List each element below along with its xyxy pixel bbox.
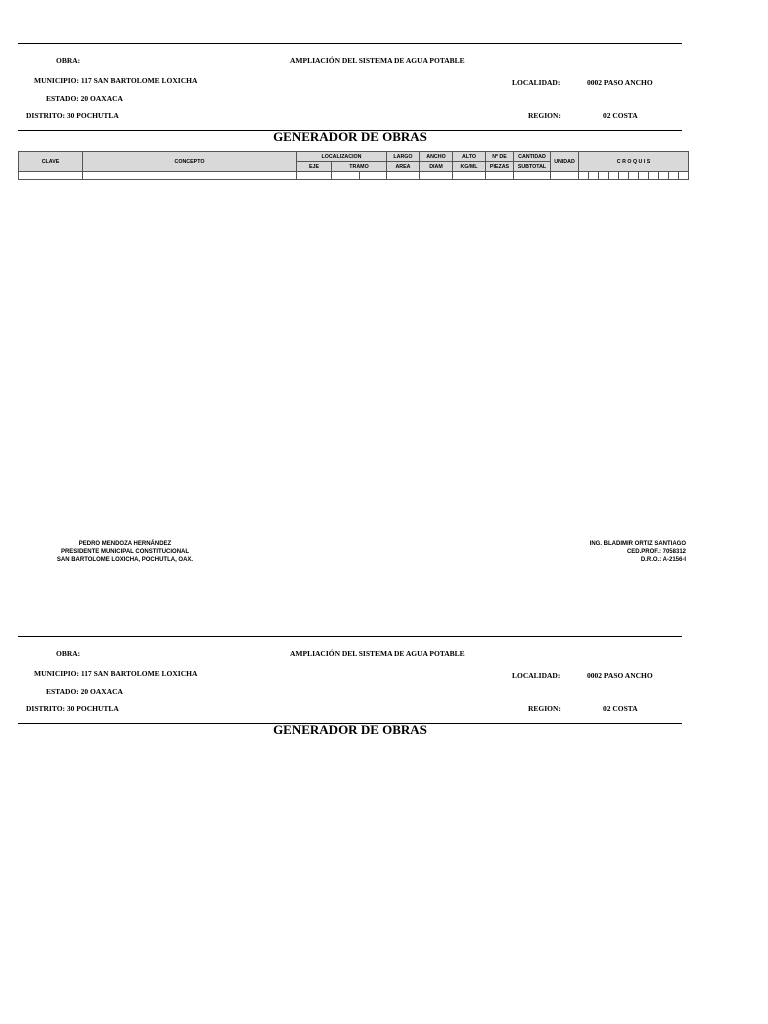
signature-left	[10, 540, 240, 564]
obra-value: AMPLIACIÓN DEL SISTEMA DE AGUA POTABLE	[290, 649, 465, 658]
distrito: DISTRITO: 30 POCHUTLA	[26, 111, 119, 120]
page-title: GENERADOR DE OBRAS	[273, 722, 427, 737]
header-kgml: KG/ML	[453, 162, 486, 172]
signer-title: PRESIDENTE MUNICIPAL CONSTITUCIONAL	[60, 549, 190, 555]
localidad-value: 0002 PASO ANCHO	[587, 78, 653, 87]
tramo-cell	[332, 172, 360, 180]
region-label: REGION:	[528, 111, 561, 120]
signature-right	[520, 540, 686, 564]
ancho-cell	[420, 172, 453, 180]
localidad-label: LOCALIDAD:	[512, 78, 561, 87]
header-croquis: C R O Q U I S	[579, 152, 689, 172]
header-diam: DIAM	[420, 162, 453, 172]
croquis-cell	[619, 172, 629, 180]
largo-cell	[387, 172, 420, 180]
header-eje: EJE	[297, 162, 332, 172]
obra-label: OBRA:	[56, 56, 81, 65]
header-area: AREA	[387, 162, 420, 172]
sheet-header	[18, 636, 682, 724]
sheet-header	[18, 43, 682, 131]
municipio: MUNICIPIO: 117 SAN BARTOLOME LOXICHA	[34, 669, 198, 678]
table-header-row	[19, 152, 689, 162]
croquis-cell	[579, 172, 589, 180]
distrito: DISTRITO: 30 POCHUTLA	[26, 704, 119, 713]
croquis-cell	[679, 172, 689, 180]
header-localizacion: LOCALIZACION	[297, 152, 387, 162]
eje-cell	[297, 172, 332, 180]
header-piezas: PIEZAS	[486, 162, 514, 172]
region-value: 02 COSTA	[603, 111, 638, 120]
header-alto: ALTO	[453, 152, 486, 162]
subtotal-cell	[514, 172, 551, 180]
tramo-cell	[360, 172, 387, 180]
header-cantidad: CANTIDAD	[514, 152, 551, 162]
croquis-cell	[609, 172, 619, 180]
croquis-cell	[659, 172, 669, 180]
generator-table	[18, 151, 689, 180]
clave-cell	[19, 172, 83, 180]
region-value: 02 COSTA	[603, 704, 638, 713]
blank-row	[19, 172, 689, 180]
header-piezas: Nº DE	[486, 152, 514, 162]
engineer-cedula: CED.PROF.: 7058312	[626, 549, 686, 555]
signer-location: SAN BARTOLOME LOXICHA, POCHUTLA, OAX.	[56, 557, 194, 563]
header-largo: LARGO	[387, 152, 420, 162]
header-unidad: UNIDAD	[551, 152, 579, 172]
header-subtotal: SUBTOTAL	[514, 162, 551, 172]
estado: ESTADO: 20 OAXACA	[46, 94, 123, 103]
piezas-cell	[486, 172, 514, 180]
croquis-cell	[649, 172, 659, 180]
croquis-cell	[639, 172, 649, 180]
estado: ESTADO: 20 OAXACA	[46, 687, 123, 696]
localidad-label: LOCALIDAD:	[512, 671, 561, 680]
engineer-name: ING. BLADIMIR ORTIZ SANTIAGO	[589, 541, 686, 547]
region-label: REGION:	[528, 704, 561, 713]
unidad-cell	[551, 172, 579, 180]
municipio: MUNICIPIO: 117 SAN BARTOLOME LOXICHA	[34, 76, 198, 85]
page-title: GENERADOR DE OBRAS	[273, 129, 427, 144]
header-ancho: ANCHO	[420, 152, 453, 162]
header-clave: CLAVE	[19, 152, 83, 172]
signer-name: PEDRO MENDOZA HERNÁNDEZ	[78, 541, 172, 547]
croquis-cell	[669, 172, 679, 180]
obra-label: OBRA:	[56, 649, 81, 658]
engineer-dro: D.R.O.: A-2156-I	[640, 557, 686, 563]
croquis-cell	[589, 172, 599, 180]
localidad-value: 0002 PASO ANCHO	[587, 671, 653, 680]
obra-value: AMPLIACIÓN DEL SISTEMA DE AGUA POTABLE	[290, 56, 465, 65]
alto-cell	[453, 172, 486, 180]
header-concepto: CONCEPTO	[83, 152, 297, 172]
header-tramo: TRAMO	[332, 162, 387, 172]
croquis-cell	[599, 172, 609, 180]
concepto-cell	[83, 172, 297, 180]
croquis-cell	[629, 172, 639, 180]
